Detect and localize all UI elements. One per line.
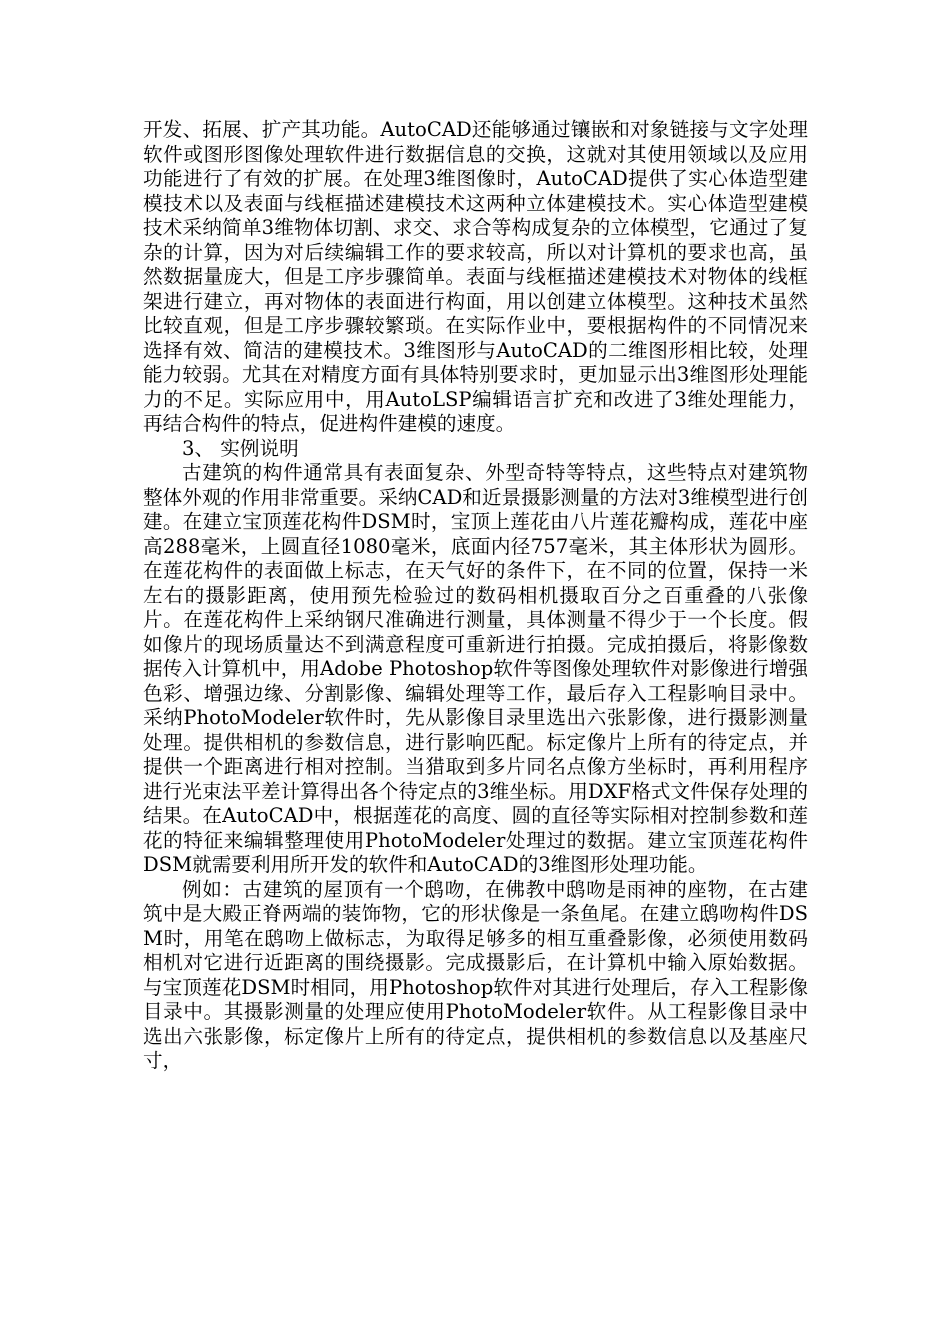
- document-page: [143, 118, 808, 1074]
- section-heading-example: 3、 实例说明: [182, 436, 299, 460]
- paragraph-autocad-modeling: 开发、拓展、扩产其功能。AutoCAD还能够通过镶嵌和对象链接与文字处理软件或图形图像处理软件进行数据信息的交换，这就对其使用领域以及应用功能进行了有效的扩展。在处理3维图像时，AutoCAD提供了实心体造型建模技术以及表面与线框描述建模技术这两种立体建模技术。实心体造型建模技术采纳简单3维物体切割、求交、求合等构成复杂的立体模型，它通过了复杂的计算，因为对后续编辑工作的要求较高，所以对计算机的要求也高，虽然数据量庞大，但是工序步骤简单。表面与线框描述建模技术对物体的线框架进行建立，再对物体的表面进行构面，用以创建立体模型。这种技术虽然比较直观，但是工序步骤较繁琐。在实际作业中，要根据构件的不同情况来选择有效、简洁的建模技术。3维图形与AutoCAD的二维图形相比较，处理能力较弱。尤其在对精度方面有具体特别要求时，更加显示出3维图形处理能力的不足。实际应用中，用AutoLSP编辑语言扩充和改进了3维处理能力，再结合构件的特点，促进构件建模的速度。: [143, 118, 808, 435]
- paragraph-lotus-component: 古建筑的构件通常具有表面复杂、外型奇特等特点，这些特点对建筑物整体外观的作用非常重要。采纳CAD和近景摄影测量的方法对3维模型进行创建。在建立宝顶莲花构件DSM时，宝顶上莲花由八片莲花瓣构成，莲花中座高288毫米，上圆直径1080毫米，底面内径757毫米，其主体形状为圆形。在莲花构件的表面做上标志，在天气好的条件下，在不同的位置，保持一米左右的摄影距离，使用预先检验过的数码相机摄取百分之百重叠的八张像片。在莲花构件上采纳钢尺准确进行测量，具体测量不得少于一个长度。假如像片的现场质量达不到满意程度可重新进行拍摄。完成拍摄后，将影像数据传入计算机中，用Adobe Photoshop软件等图像处理软件对影像进行增强色彩、增强边缘、分割影像、编辑处理等工作，最后存入工程影响目录中。采纳PhotoModeler软件时，先从影像目录里选出六张影像，进行摄影测量处理。提供相机的参数信息，进行影响匹配。标定像片上所有的待定点，并提供一个距离进行相对控制。当猎取到多片同名点像方坐标时，再利用程序进行光束法平差计算得出各个待定点的3维坐标。用DXF格式文件保存处理的结果。在AutoCAD中，根据莲花的高度、圆的直径等实际相对控制参数和莲花的特征来编辑整理使用PhotoModeler处理过的数据。建立宝顶莲花构件DSM就需要利用所开发的软件和AutoCAD的3维图形处理功能。: [143, 461, 808, 876]
- paragraph-chiwen-component: 例如：古建筑的屋顶有一个鸱吻，在佛教中鸱吻是雨神的座物，在古建筑中是大殿正脊两端的装饰物，它的形状像是一条鱼尾。在建立鸱吻构件DSM时，用笔在鸱吻上做标志，为取得足够多的相互重叠影像，必须使用数码相机对它进行近距离的围绕摄影。完成摄影后，在计算机中输入原始数据。与宝顶莲花DSM时相同，用Photoshop软件对其进行处理后，存入工程影像目录中。其摄影测量的处理应使用PhotoModeler软件。从工程影像目录中选出六张影像，标定像片上所有的待定点，提供相机的参数信息以及基座尺寸，: [143, 877, 808, 1072]
